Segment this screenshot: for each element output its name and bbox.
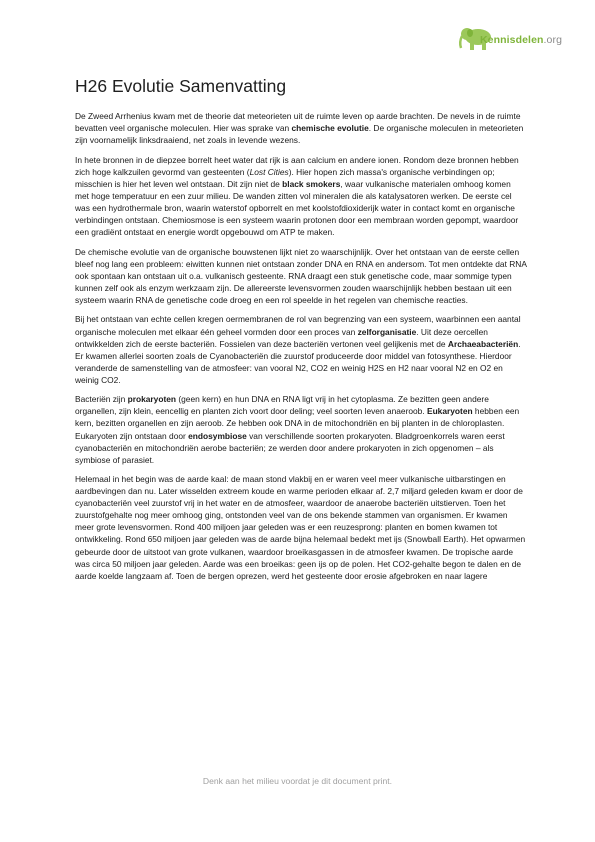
text-run: , waar vulkanische materialen omhoog komen met hoge temperatuur en een zuur milieu. De wanden zitten vol mineralen die als katalysatoren werken. De eerste cel was een hydrothermale bron, waarin waterstof opborrelt en met koolstofdioxiderijk water in contact komt en organische verbindingen ontstaan. Chemiosmose is een systeem waarin protonen door een membraan worden gepompt, waardoor een gradiënt ontstaat en energie wordt opgebouwd om ATP te maken.	[75, 178, 519, 238]
paragraph	[75, 154, 527, 238]
bold-term: endosymbiose	[188, 430, 247, 441]
text-run: hebben een kern, bezitten organellen en zijn aeroob. Ze hebben ook DNA in de mitochondriën en bij planten in de chloroplasten. Eukaryoten zijn ontstaan door	[75, 406, 520, 441]
text-run: van verschillende soorten prokaryoten. Bladgroenkorrels waren eerst cyanobacteriën en mitochondriën aerobe bacteriën; ze werden door andere prokaryoten in zich opgenomen – als symbiose of parasiet.	[75, 430, 505, 465]
bold-term: chemische evolutie	[291, 123, 369, 134]
bold-term: zelforganisatie	[357, 326, 417, 337]
document-body	[75, 110, 527, 589]
text-run: Bij het ontstaan van echte cellen kregen oermembranen de rol van begrenzing van een systeem, waarbinnen een aantal organische moleculen met elkaar één geheel vormden door een proces van	[75, 314, 521, 337]
paragraph	[75, 473, 527, 581]
text-run: De Zweed Arrhenius kwam met de theorie dat meteorieten uit de ruimte leven op aarde brachten. De nevels in de ruimte bevatten veel organische moleculen. Hier was sprake van	[75, 111, 521, 134]
text-run: De chemische evolutie van de organische bouwstenen lijkt niet zo waarschijnlijk. Over het ontstaan van de eerste cellen bleef nog lang een probleem: eiwitten kunnen niet ontstaan zonder DNA en RNA en andersom. Tot men ontdekte dat RNA ook spontaan kan ontstaan uit o.a. vulkanisch gesteente. RNA draagt een stuk genetische code, maar sommige typen kunnen zelf ook als enzym werkzaam zijn. De allereerste levensvormen zouden waarschijnlijk hebben bestaan uit een systeem waarin RNA de genetische code droeg en een rol speelde in het regelen van chemische reacties.	[75, 246, 527, 305]
document-title: H26 Evolutie Samenvatting	[75, 76, 287, 96]
text-run: ). Hier hopen zich massa's organische verbindingen op; misschien is hier het leven wel ontstaan. Dit zijn niet de	[75, 166, 495, 189]
bold-term: prokaryoten	[127, 394, 177, 405]
text-run: . Uit deze oercellen ontwikkelden zich de eerste bacteriën. Fossielen van deze bacteriën vertonen veel gelijkenis met de	[75, 326, 488, 349]
logo-name: Kennisdelen	[480, 34, 544, 46]
footer-note: Denk aan het milieu voordat je dit document print.	[202, 776, 393, 786]
text-run: In hete bronnen in de diepzee borrelt heet water dat rijk is aan calcium en andere ionen. Rondom deze bronnen hebben zich hoge kalkzuilen gevormd van gesteenten (	[75, 154, 519, 177]
paragraph	[75, 246, 527, 306]
bold-term: Archaeabacteriën	[447, 338, 519, 349]
logo-text	[480, 34, 562, 46]
text-run: . De organische moleculen in meteorieten zijn voornamelijk linksdraaiend, net zoals in levende wezens.	[75, 123, 524, 146]
paragraph	[75, 110, 527, 146]
text-run: Bacteriën zijn	[75, 394, 128, 405]
text-run: (geen kern) en hun DNA en RNA ligt vrij in het cytoplasma. Ze bezitten geen andere organellen, zijn klein, eencellig en planten zich voort door deling; veel soorten leven anaeroob.	[75, 394, 489, 417]
paragraph	[75, 313, 527, 385]
bold-term: black smokers	[282, 178, 341, 189]
bold-term: Eukaryoten	[426, 406, 473, 417]
text-run: . Er kwamen allerlei soorten zoals de Cyanobacteriën die zuurstof produceerde door middel van fotosynthese. Hierdoor veranderde de samenstelling van de atmosfeer: van vooral N2, CO2 en weinig H2S en H2 naar vooral N2 en O2 en weinig CO2.	[75, 338, 521, 385]
text-run: Helemaal in het begin was de aarde kaal: de maan stond vlakbij en er waren veel meer vulkanische uitbarstingen en aardbevingen dan nu. Later wisselden extreem koude en warme perioden elkaar af. 2,7 miljard geleden kwam er door de cyanobacteriën veel zuurstof vrij in het water en de atmosfeer, waardoor de anaerobe bacteriën uitstierven. Toen het zuurstofgehalte nog meer omhoog ging, ontstonden veel van de ons bekende stammen van organismen. Er kwamen meer grote levensvormen. Rond 400 miljoen jaar geleden was er een reuzesprong: planten en bomen kwamen tot ontwikkeling. Rond 650 miljoen jaar geleden was de aarde bijna helemaal bedekt met ijs (Snowball Earth). Het opwarmen gebeurde door de uitstoot van grote vulkanen, waardoor broeikasgassen in de atmosfeer kwamen. De tropische aarde was circa 50 miljoen jaar geleden. Aarde was een broeikas: geen ijs op de polen. Het CO2-gehalte begon te dalen en de aarde koelde langzaam af. Toen de bergen oprezen, werd het gesteente door erosie afgebroken en naar lagere	[75, 474, 526, 581]
paragraph	[75, 393, 527, 465]
italic-term: Lost Cities	[249, 166, 289, 177]
logo-tld: .org	[543, 34, 563, 46]
